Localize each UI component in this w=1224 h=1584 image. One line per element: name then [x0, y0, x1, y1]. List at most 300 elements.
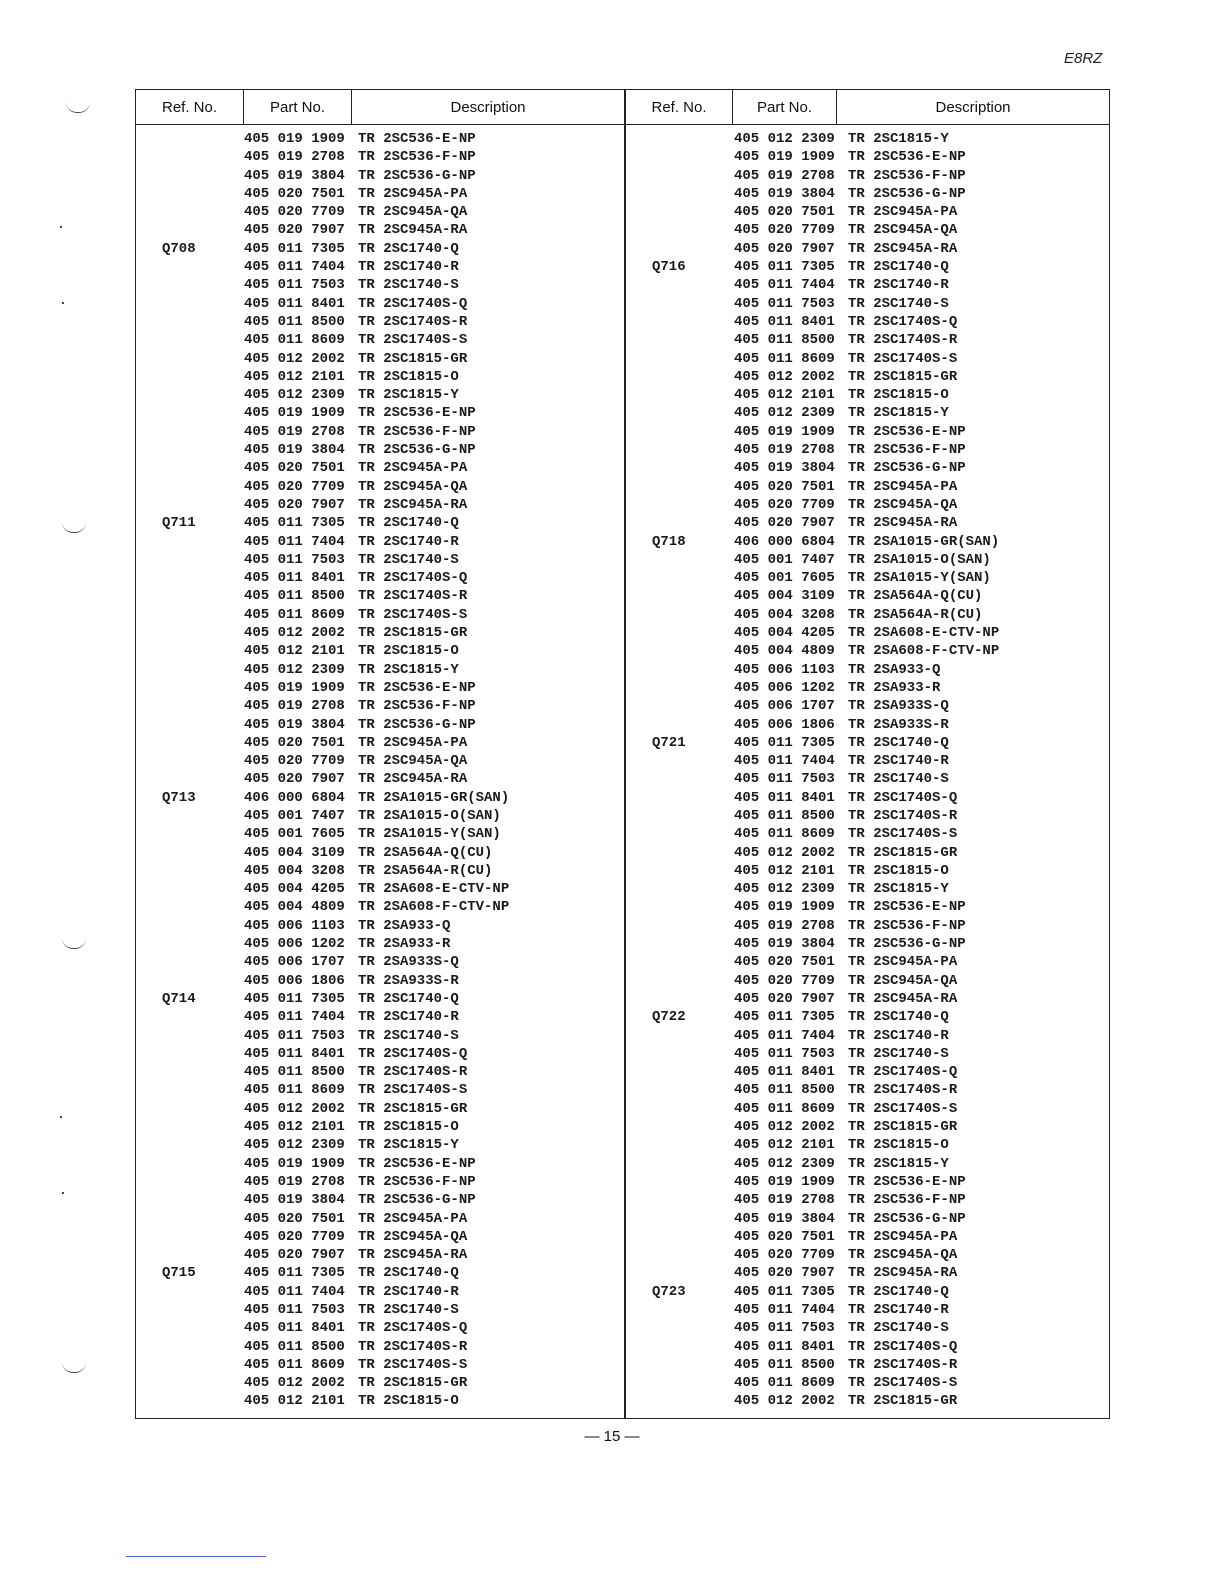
description-cell: TR 2SC1740S-R [358, 588, 468, 605]
description-cell: TR 2SC1740-S [358, 277, 459, 294]
part-no-cell: 405 004 4809 [734, 643, 835, 660]
description-cell: TR 2SC1740-S [848, 771, 949, 788]
description-cell: TR 2SC536-G-NP [358, 442, 476, 459]
part-no-cell: 405 011 8609 [734, 1375, 835, 1392]
table-row [136, 844, 624, 862]
description-cell: TR 2SC536-F-NP [848, 442, 966, 459]
table-row [136, 295, 624, 313]
part-no-cell: 405 011 7503 [734, 1045, 835, 1062]
part-no-cell: 405 019 2708 [734, 1192, 835, 1209]
description-cell: TR 2SC536-F-NP [848, 917, 966, 934]
table-row [626, 1283, 1110, 1301]
part-no-cell: 405 020 7907 [734, 990, 835, 1007]
description-cell: TR 2SC1815-GR [848, 368, 958, 385]
description-cell: TR 2SC1740-R [848, 1302, 949, 1318]
part-no-cell: 405 020 7709 [734, 972, 835, 989]
description-cell: TR 2SA933-R [848, 679, 941, 696]
part-no-cell: 405 012 2002 [244, 350, 345, 367]
part-no-cell: 406 000 6804 [734, 533, 835, 550]
description-cell: TR 2SC536-E-NP [848, 423, 966, 440]
description-cell: TR 2SC945A-RA [358, 496, 468, 513]
description-cell: TR 2SA933S-Q [848, 698, 949, 715]
description-cell: TR 2SC1740-S [848, 295, 949, 312]
description-cell: TR 2SC1815-O [848, 387, 949, 404]
part-no-cell: 405 011 8609 [244, 1082, 345, 1099]
table-row [136, 148, 624, 166]
table-row [136, 331, 624, 349]
part-no-cell: 405 020 7501 [734, 204, 835, 221]
table-row [626, 1173, 1110, 1191]
description-cell: TR 2SA564A-R(CU) [848, 606, 983, 623]
ref-no-cell: Q721 [652, 734, 686, 751]
table-row [626, 423, 1110, 441]
table-row [626, 1027, 1110, 1045]
part-no-cell: 405 020 7709 [244, 204, 345, 221]
table-row [136, 642, 624, 660]
part-no-cell: 405 019 2708 [734, 917, 835, 934]
header-ref-no-left: Ref. No. [161, 99, 218, 116]
table-row [136, 1210, 624, 1228]
header-description-right: Description [935, 99, 1011, 116]
description-cell: TR 2SC1815-O [358, 643, 459, 660]
part-no-cell: 405 020 7501 [244, 185, 345, 202]
description-cell: TR 2SC1815-Y [358, 387, 459, 404]
table-row [626, 368, 1110, 386]
description-cell: TR 2SC1740-Q [358, 240, 459, 257]
description-cell: TR 2SA1015-Y(SAN) [848, 570, 991, 587]
table-row [136, 898, 624, 916]
ref-no-cell: Q708 [162, 240, 196, 257]
description-cell: TR 2SC1815-O [358, 1393, 459, 1410]
description-cell: TR 2SC536-G-NP [848, 936, 966, 953]
table-row [136, 953, 624, 971]
part-no-cell: 405 012 2101 [734, 387, 835, 404]
table-row [626, 587, 1110, 605]
description-cell: TR 2SC1815-O [848, 862, 949, 879]
table-row [626, 331, 1110, 349]
left-column-rows [136, 130, 624, 1411]
table-row [626, 953, 1110, 971]
part-no-cell: 405 012 2101 [734, 1137, 835, 1154]
table-row [136, 1173, 624, 1191]
part-no-cell: 405 012 2101 [244, 643, 345, 660]
part-no-cell: 405 001 7407 [244, 807, 345, 824]
part-no-cell: 405 006 1103 [244, 917, 345, 934]
table-row [626, 1246, 1110, 1264]
part-no-cell: 405 011 7305 [244, 990, 345, 1007]
part-no-cell: 405 011 7404 [734, 753, 835, 770]
part-no-cell: 405 019 2708 [244, 698, 345, 715]
table-row [136, 697, 624, 715]
description-cell: TR 2SC536-E-NP [848, 899, 966, 916]
part-no-cell: 405 011 7305 [734, 1283, 835, 1300]
margin-mark [62, 938, 86, 949]
table-row [626, 1319, 1110, 1337]
description-cell: TR 2SC1815-GR [848, 1393, 958, 1410]
part-no-cell: 405 020 7501 [244, 734, 345, 751]
description-cell: TR 2SC1740S-S [358, 332, 468, 349]
table-row [626, 496, 1110, 514]
description-cell: TR 2SC945A-RA [848, 515, 958, 532]
description-cell: TR 2SC945A-QA [848, 222, 958, 239]
table-row [136, 1045, 624, 1063]
description-cell: TR 2SC1815-Y [848, 881, 949, 898]
description-cell: TR 2SC1740-R [848, 1027, 949, 1044]
description-cell: TR 2SC945A-RA [848, 1265, 958, 1282]
part-no-cell: 405 020 7907 [734, 240, 835, 257]
part-no-cell: 405 020 7501 [734, 478, 835, 495]
table-row [136, 551, 624, 569]
description-cell: TR 2SC1740S-R [848, 1356, 958, 1373]
part-no-cell: 405 006 1202 [734, 679, 835, 696]
description-cell: TR 2SC1740-S [358, 551, 459, 568]
part-no-cell: 405 011 8401 [734, 1064, 835, 1081]
description-cell: TR 2SC945A-PA [848, 954, 958, 971]
table-row [136, 1392, 624, 1410]
description-cell: TR 2SA933-Q [358, 917, 451, 934]
part-no-cell: 405 019 1909 [244, 131, 345, 147]
table-row [136, 185, 624, 203]
description-cell: TR 2SC536-E-NP [358, 679, 476, 696]
part-no-cell: 405 011 7305 [244, 240, 345, 257]
description-cell: TR 2SC1740S-Q [358, 1320, 468, 1337]
part-no-cell: 405 004 3109 [244, 844, 345, 861]
header-divider [836, 90, 837, 124]
part-no-cell: 405 019 3804 [244, 442, 345, 459]
description-cell: TR 2SC536-G-NP [358, 167, 476, 184]
part-no-cell: 405 020 7501 [734, 1228, 835, 1245]
table-row [136, 606, 624, 624]
description-cell: TR 2SC945A-PA [358, 460, 468, 477]
part-no-cell: 405 019 2708 [244, 1173, 345, 1190]
description-cell: TR 2SC945A-QA [358, 478, 468, 495]
table-row [136, 514, 624, 532]
ref-no-cell: Q718 [652, 533, 686, 550]
part-no-cell: 405 012 2002 [734, 844, 835, 861]
description-cell: TR 2SC536-G-NP [848, 1210, 966, 1227]
table-row [136, 459, 624, 477]
ref-no-cell: Q714 [162, 990, 196, 1007]
table-row [626, 1136, 1110, 1154]
scan-speck [62, 302, 64, 304]
description-cell: TR 2SC536-F-NP [848, 1192, 966, 1209]
description-cell: TR 2SC1815-GR [848, 844, 958, 861]
table-row [136, 880, 624, 898]
part-no-cell: 405 004 3109 [734, 588, 835, 605]
description-cell: TR 2SC1740S-Q [848, 313, 958, 330]
ref-no-cell: Q723 [652, 1283, 686, 1300]
part-no-cell: 405 011 8609 [244, 1356, 345, 1373]
part-no-cell: 405 011 7404 [244, 1009, 345, 1026]
table-row [626, 917, 1110, 935]
part-no-cell: 405 004 4205 [244, 881, 345, 898]
part-no-cell: 405 019 3804 [244, 167, 345, 184]
part-no-cell: 405 011 7305 [734, 259, 835, 276]
part-no-cell: 405 012 2002 [734, 368, 835, 385]
part-no-cell: 405 011 7404 [244, 1283, 345, 1300]
part-no-cell: 405 011 7503 [734, 1320, 835, 1337]
part-no-cell: 405 006 1806 [734, 716, 835, 733]
description-cell: TR 2SC1740-Q [848, 1283, 949, 1300]
table-row [136, 1319, 624, 1337]
part-no-cell: 405 006 1707 [244, 954, 345, 971]
scan-speck [60, 226, 62, 228]
table-row [136, 441, 624, 459]
parts-list-table [135, 89, 1110, 1419]
part-no-cell: 405 011 8401 [244, 1320, 345, 1337]
margin-mark [62, 522, 86, 533]
part-no-cell: 405 012 2002 [734, 1393, 835, 1410]
part-no-cell: 405 006 1806 [244, 972, 345, 989]
description-cell: TR 2SC1740-Q [848, 734, 949, 751]
page-number: — 15 — [584, 1428, 640, 1445]
table-row [626, 972, 1110, 990]
part-no-cell: 405 020 7709 [734, 1247, 835, 1264]
description-cell: TR 2SC536-F-NP [358, 698, 476, 715]
table-row [626, 935, 1110, 953]
part-no-cell: 405 011 7305 [244, 1265, 345, 1282]
table-row [136, 1228, 624, 1246]
description-cell: TR 2SC945A-PA [848, 204, 958, 221]
table-row [626, 606, 1110, 624]
part-no-cell: 405 020 7907 [244, 771, 345, 788]
ref-no-cell: Q715 [162, 1265, 196, 1282]
part-no-cell: 405 001 7605 [244, 826, 345, 843]
description-cell: TR 2SC1740S-R [848, 807, 958, 824]
table-row [136, 1100, 624, 1118]
table-row [136, 1356, 624, 1374]
part-no-cell: 405 020 7709 [734, 222, 835, 239]
table-row [626, 624, 1110, 642]
part-no-cell: 405 012 2309 [734, 405, 835, 422]
part-no-cell: 405 001 7605 [734, 570, 835, 587]
description-cell: TR 2SC1740-R [848, 753, 949, 770]
part-no-cell: 405 011 8500 [244, 1064, 345, 1081]
description-cell: TR 2SC1740S-Q [848, 1338, 958, 1355]
table-row [626, 459, 1110, 477]
description-cell: TR 2SC536-E-NP [358, 405, 476, 422]
part-no-cell: 405 012 2101 [244, 368, 345, 385]
part-no-cell: 405 006 1707 [734, 698, 835, 715]
table-row [626, 880, 1110, 898]
description-cell: TR 2SC1740-R [358, 533, 459, 550]
table-row [136, 1027, 624, 1045]
table-row [626, 1100, 1110, 1118]
part-no-cell: 405 001 7407 [734, 551, 835, 568]
scan-speck [60, 1116, 62, 1118]
part-no-cell: 405 011 7305 [734, 734, 835, 751]
table-row [626, 221, 1110, 239]
description-cell: TR 2SC1815-GR [358, 625, 468, 642]
table-row [136, 1063, 624, 1081]
table-row [626, 752, 1110, 770]
part-no-cell: 405 019 1909 [244, 1155, 345, 1172]
description-cell: TR 2SA1015-GR(SAN) [358, 789, 510, 806]
description-cell: TR 2SC1740-R [358, 1283, 459, 1300]
part-no-cell: 405 020 7709 [244, 753, 345, 770]
part-no-cell: 405 020 7501 [244, 1210, 345, 1227]
table-row [136, 350, 624, 368]
description-cell: TR 2SC1740-R [848, 277, 949, 294]
part-no-cell: 405 011 7503 [244, 1302, 345, 1318]
scan-speck [62, 1192, 64, 1194]
part-no-cell: 405 011 8609 [734, 1100, 835, 1117]
part-no-cell: 405 012 2309 [244, 387, 345, 404]
description-cell: TR 2SA564A-Q(CU) [848, 588, 983, 605]
part-no-cell: 405 004 4205 [734, 625, 835, 642]
part-no-cell: 405 019 1909 [734, 1173, 835, 1190]
table-row [136, 661, 624, 679]
description-cell: TR 2SC536-G-NP [848, 185, 966, 202]
part-no-cell: 405 011 8609 [244, 332, 345, 349]
part-no-cell: 405 004 4809 [244, 899, 345, 916]
table-row [136, 258, 624, 276]
part-no-cell: 405 011 8609 [734, 350, 835, 367]
part-no-cell: 405 011 8609 [734, 826, 835, 843]
table-row [626, 533, 1110, 551]
description-cell: TR 2SA933S-Q [358, 954, 459, 971]
table-row [626, 514, 1110, 532]
table-row [136, 770, 624, 788]
table-row [626, 1081, 1110, 1099]
table-row [136, 1008, 624, 1026]
part-no-cell: 405 011 7404 [244, 259, 345, 276]
description-cell: TR 2SC945A-PA [358, 734, 468, 751]
part-no-cell: 405 020 7907 [244, 496, 345, 513]
table-row [626, 642, 1110, 660]
part-no-cell: 405 011 8500 [734, 1082, 835, 1099]
header-divider [351, 90, 352, 124]
table-row [136, 478, 624, 496]
table-row [136, 789, 624, 807]
part-no-cell: 405 011 8401 [734, 1338, 835, 1355]
table-row [626, 1264, 1110, 1282]
table-row [136, 587, 624, 605]
table-row [626, 1008, 1110, 1026]
description-cell: TR 2SC945A-QA [358, 204, 468, 221]
margin-mark [62, 1362, 86, 1373]
description-cell: TR 2SC536-E-NP [848, 1173, 966, 1190]
description-cell: TR 2SC945A-QA [848, 496, 958, 513]
table-row [136, 496, 624, 514]
description-cell: TR 2SC945A-RA [358, 222, 468, 239]
table-row [136, 1338, 624, 1356]
part-no-cell: 405 011 8401 [734, 313, 835, 330]
table-row [136, 386, 624, 404]
table-row [626, 258, 1110, 276]
table-row [626, 1045, 1110, 1063]
part-no-cell: 405 012 2309 [734, 131, 835, 147]
part-no-cell: 405 011 8500 [244, 1338, 345, 1355]
table-row [136, 423, 624, 441]
description-cell: TR 2SC1740S-R [848, 332, 958, 349]
table-row [136, 1191, 624, 1209]
table-row [626, 569, 1110, 587]
table-row [136, 1264, 624, 1282]
part-no-cell: 405 006 1202 [244, 936, 345, 953]
footer-rule [126, 1556, 266, 1557]
table-row [136, 533, 624, 551]
description-cell: TR 2SC945A-QA [848, 1247, 958, 1264]
part-no-cell: 405 011 7503 [734, 771, 835, 788]
description-cell: TR 2SA933S-R [358, 972, 459, 989]
table-row [136, 935, 624, 953]
part-no-cell: 405 012 2309 [734, 881, 835, 898]
description-cell: TR 2SC1740-R [358, 1009, 459, 1026]
description-cell: TR 2SC536-F-NP [848, 167, 966, 184]
description-cell: TR 2SC1740S-S [358, 1082, 468, 1099]
description-cell: TR 2SC945A-RA [848, 240, 958, 257]
description-cell: TR 2SC945A-QA [848, 972, 958, 989]
description-cell: TR 2SC1740-Q [358, 1265, 459, 1282]
description-cell: TR 2SC1740S-S [358, 1356, 468, 1373]
description-cell: TR 2SA1015-O(SAN) [358, 807, 501, 824]
description-cell: TR 2SC1740S-S [848, 1375, 958, 1392]
part-no-cell: 405 019 1909 [734, 899, 835, 916]
table-row [626, 313, 1110, 331]
description-cell: TR 2SC1740S-R [358, 1064, 468, 1081]
table-row [626, 1228, 1110, 1246]
table-row [136, 752, 624, 770]
part-no-cell: 405 020 7709 [244, 478, 345, 495]
description-cell: TR 2SC1815-Y [848, 405, 949, 422]
part-no-cell: 405 012 2002 [734, 1119, 835, 1136]
description-cell: TR 2SC945A-RA [848, 990, 958, 1007]
description-cell: TR 2SC945A-QA [358, 753, 468, 770]
description-cell: TR 2SC1740S-R [358, 313, 468, 330]
part-no-cell: 405 019 3804 [734, 936, 835, 953]
description-cell: TR 2SA933S-R [848, 716, 949, 733]
table-row [626, 1191, 1110, 1209]
part-no-cell: 405 012 2002 [244, 1100, 345, 1117]
ref-no-cell: Q711 [162, 515, 196, 532]
table-row [626, 350, 1110, 368]
description-cell: TR 2SA608-F-CTV-NP [358, 899, 510, 916]
part-no-cell: 405 019 3804 [734, 185, 835, 202]
description-cell: TR 2SC1815-GR [848, 1119, 958, 1136]
header-part-no-left: Part No. [269, 99, 326, 116]
part-no-cell: 405 011 7404 [734, 277, 835, 294]
description-cell: TR 2SA933-Q [848, 661, 941, 678]
table-row [136, 368, 624, 386]
part-no-cell: 405 020 7709 [244, 1228, 345, 1245]
table-row [626, 1118, 1110, 1136]
part-no-cell: 405 011 7404 [244, 533, 345, 550]
table-row [626, 697, 1110, 715]
table-row [626, 807, 1110, 825]
part-no-cell: 405 011 7503 [734, 295, 835, 312]
description-cell: TR 2SC1740S-Q [848, 789, 958, 806]
description-cell: TR 2SC1740-S [848, 1045, 949, 1062]
description-cell: TR 2SC1815-Y [358, 661, 459, 678]
ref-no-cell: Q722 [652, 1009, 686, 1026]
part-no-cell: 405 012 2309 [734, 1155, 835, 1172]
description-cell: TR 2SA564A-Q(CU) [358, 844, 493, 861]
part-no-cell: 405 011 7503 [244, 551, 345, 568]
description-cell: TR 2SC1740-Q [358, 990, 459, 1007]
part-no-cell: 405 019 1909 [734, 149, 835, 166]
part-no-cell: 405 011 7503 [244, 1027, 345, 1044]
description-cell: TR 2SC536-G-NP [358, 716, 476, 733]
table-row [626, 844, 1110, 862]
table-row [626, 770, 1110, 788]
description-cell: TR 2SC1740S-Q [848, 1064, 958, 1081]
description-cell: TR 2SC1740-S [358, 1302, 459, 1318]
header-part-no-right: Part No. [756, 99, 813, 116]
header-divider [243, 90, 244, 124]
description-cell: TR 2SC1740-Q [848, 259, 949, 276]
description-cell: TR 2SC945A-PA [358, 1210, 468, 1227]
